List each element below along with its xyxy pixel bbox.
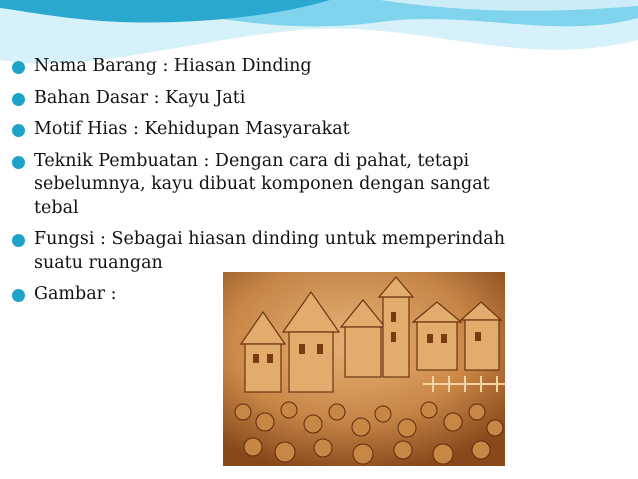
bullet-text-line-3: tebal [34,197,79,218]
bullet-dot-icon [12,124,25,137]
bullet-list [12,55,612,307]
carved-wood-relief-image [223,272,505,466]
bullet-text: Gambar : [34,284,117,304]
bullet-text-line-2: sebelumnya, kayu dibuat komponen dengan sangat [34,174,490,194]
bullet-item-fungsi [12,228,612,275]
bullet-item-bahan-dasar [12,87,612,111]
bullet-item-teknik-pembuatan [12,150,612,221]
bullet-dot-icon [12,93,25,106]
bullet-dot-icon [12,289,25,302]
bullet-dot-icon [12,61,25,74]
bullet-text-line-1: Fungsi : Sebagai hiasan dinding untuk memperindah [34,229,505,249]
bullet-text: Motif Hias : Kehidupan Masyarakat [34,119,350,139]
bullet-item-motif-hias [12,118,612,142]
bullet-text-line-2: suatu ruangan [34,252,163,273]
bullet-text: Bahan Dasar : Kayu Jati [34,87,246,108]
bullet-dot-icon [12,234,25,247]
bullet-text-line-1: Teknik Pembuatan : Dengan cara di pahat, tetapi [34,150,470,171]
bullet-dot-icon [12,156,25,169]
bullet-item-nama-barang [12,55,612,79]
bullet-text: Nama Barang : Hiasan Dinding [34,56,312,76]
